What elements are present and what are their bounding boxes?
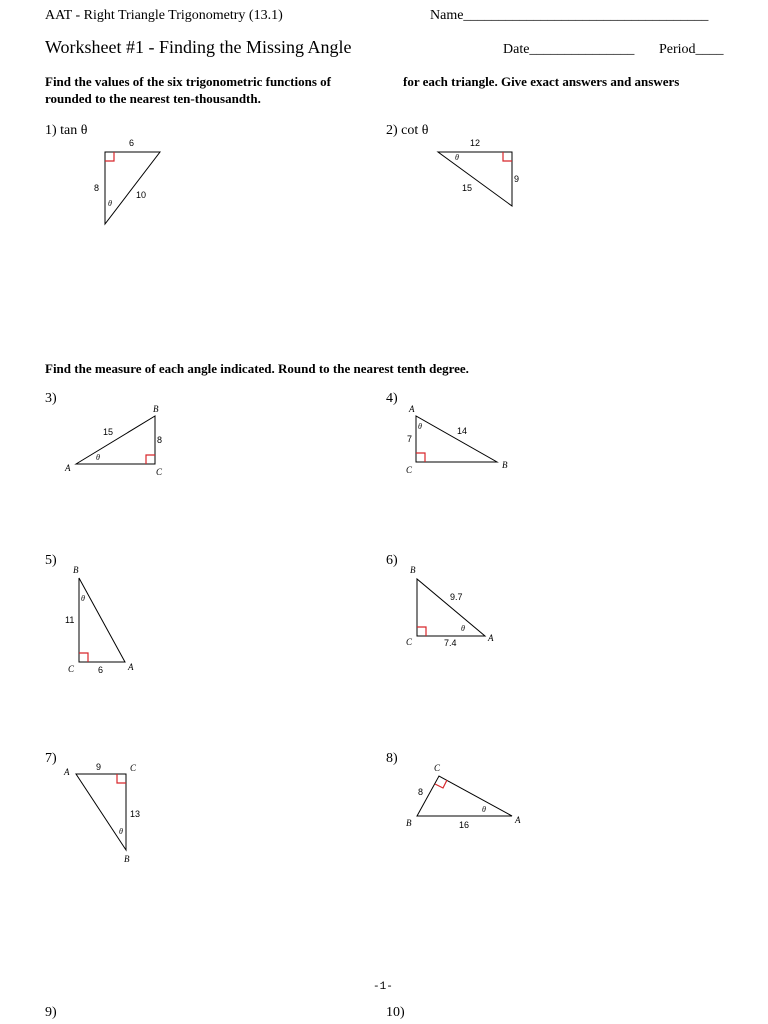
problem-3: 3)	[45, 391, 57, 406]
problem-number: 2)	[386, 123, 398, 138]
side-label: 15	[462, 183, 473, 193]
problem-6: 6)	[386, 553, 398, 568]
page-number: -1-	[373, 981, 393, 993]
side-label: 16	[459, 820, 470, 830]
side-label: 14	[457, 426, 468, 436]
side-label: 8	[94, 183, 100, 193]
vertex-label: A	[64, 767, 70, 777]
vertex-label: C	[130, 763, 137, 773]
problem-prompt: tan θ	[60, 123, 88, 138]
worksheet-title: Worksheet #1 - Finding the Missing Angle	[45, 37, 352, 57]
side-label: 11	[65, 615, 75, 625]
side-label: 13	[130, 809, 141, 819]
side-label: 9	[514, 174, 520, 184]
right-angle-marker	[435, 780, 447, 788]
angle-label: θ	[418, 422, 422, 431]
section2-instruction: Find the measure of each angle indicated. Round to the nearest tenth degree.	[45, 361, 469, 376]
period-field-label: Period____	[659, 42, 724, 57]
problem-number: 1)	[45, 123, 57, 138]
course-title: AAT - Right Triangle Trigonometry (13.1)	[45, 8, 283, 23]
angle-label: θ	[482, 805, 486, 814]
triangle	[417, 776, 512, 816]
side-label: 10	[136, 190, 147, 200]
angle-label: θ	[119, 827, 123, 836]
vertex-label: A	[515, 815, 521, 825]
vertex-label: A	[409, 404, 415, 414]
section1-instruction-part2: for each triangle. Give exact answers and answers	[403, 74, 680, 89]
vertex-label: C	[406, 637, 413, 647]
side-label: 9.7	[450, 592, 463, 602]
side-label: 7	[407, 434, 413, 444]
section1-instruction-part1: Find the values of the six trigonometric functions of	[45, 74, 331, 89]
problem-10: 10)	[386, 1005, 405, 1020]
vertex-label: A	[65, 463, 71, 473]
vertex-label: B	[406, 818, 412, 828]
vertex-label: C	[156, 467, 163, 477]
section1-instruction-part3: rounded to the nearest ten-thousandth.	[45, 91, 261, 106]
angle-label: θ	[96, 453, 100, 462]
name-field-label: Name___________________________________	[430, 8, 709, 23]
vertex-label: B	[124, 854, 130, 864]
angle-label: θ	[455, 153, 459, 162]
angle-label: θ	[461, 624, 465, 633]
side-label: 15	[103, 427, 114, 437]
vertex-label: B	[153, 404, 159, 414]
vertex-label: B	[73, 565, 79, 575]
side-label: 12	[470, 138, 481, 148]
vertex-label: C	[406, 465, 413, 475]
vertex-label: A	[488, 633, 494, 643]
vertex-label: C	[68, 664, 75, 674]
problem-8: 8)	[386, 751, 398, 766]
vertex-label: B	[502, 460, 508, 470]
side-label: 8	[418, 787, 424, 797]
problem-4: 4)	[386, 391, 398, 406]
side-label: 6	[129, 138, 135, 148]
angle-label: θ	[81, 594, 85, 603]
angle-label: θ	[108, 199, 112, 208]
side-label: 8	[157, 435, 163, 445]
vertex-label: B	[410, 565, 416, 575]
vertex-label: C	[434, 763, 441, 773]
problem-9: 9)	[45, 1005, 57, 1020]
side-label: 9	[96, 762, 102, 772]
date-field-label: Date_______________	[503, 42, 635, 57]
problem-5: 5)	[45, 553, 57, 568]
vertex-label: A	[128, 662, 134, 672]
side-label: 6	[98, 665, 104, 675]
problem-prompt: cot θ	[401, 123, 429, 138]
side-label: 7.4	[444, 638, 457, 648]
problem-7: 7)	[45, 751, 57, 766]
